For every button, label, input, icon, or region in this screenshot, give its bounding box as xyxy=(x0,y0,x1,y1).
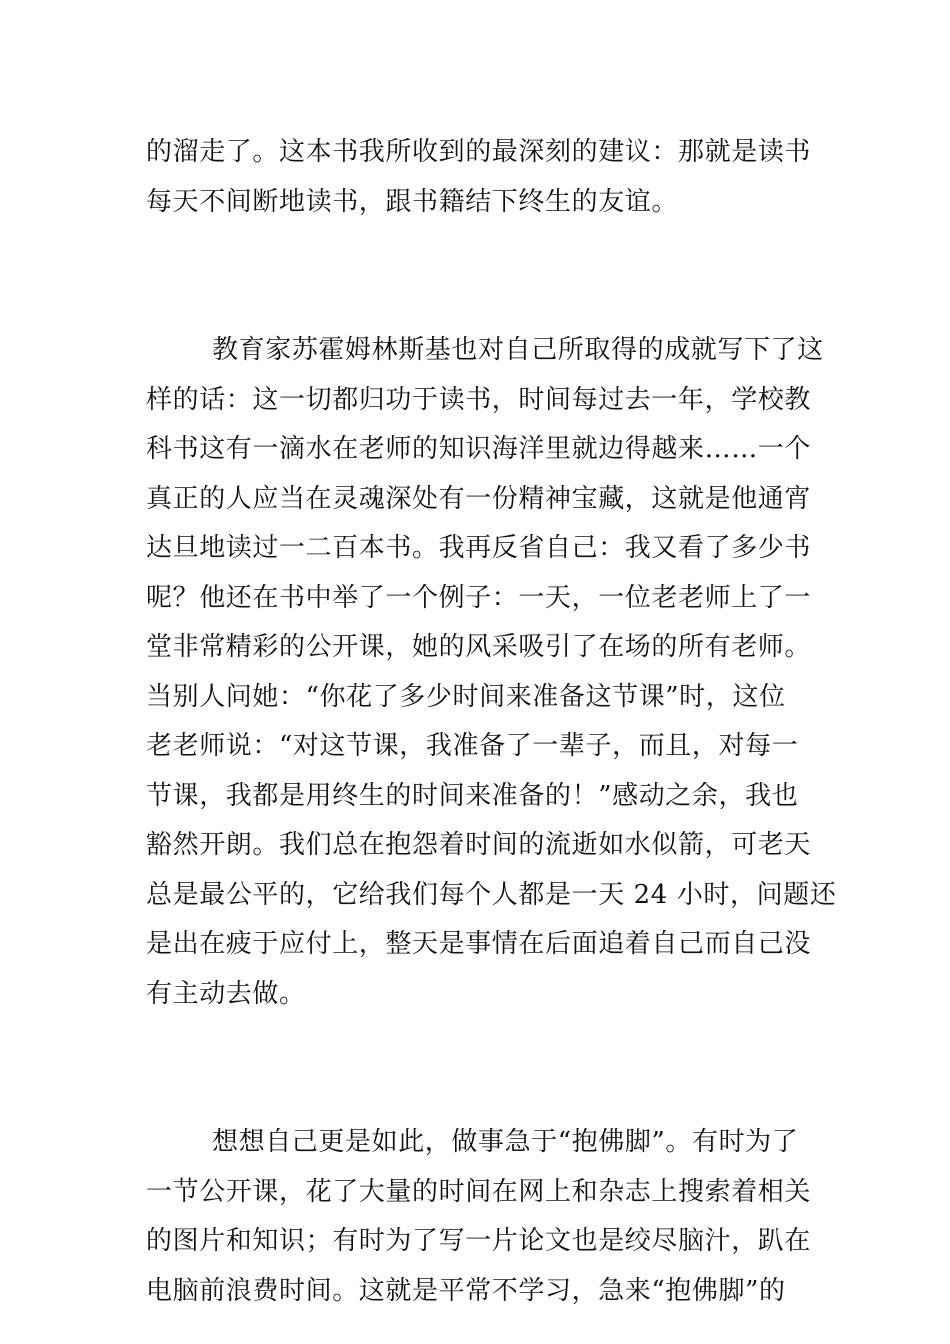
paragraph-2 xyxy=(146,326,837,1019)
document-body xyxy=(146,128,837,1316)
text-line: 科书这有一滴水在老师的知识海洋里就边得越来……一个 xyxy=(146,434,812,464)
text-line: 的图片和知识；有时为了写一片论文也是绞尽脑汁，趴在 xyxy=(146,1226,812,1256)
text-line: 呢？他还在书中举了一个例子：一天，一位老老师上了一 xyxy=(146,582,812,613)
text-line: 有主动去做。 xyxy=(146,978,306,1009)
text-line: 真正的人应当在灵魂深处有一份精神宝藏，这就是他通宵 xyxy=(146,483,812,514)
text-line: 当别人问她：“你花了多少时间来准备这节课”时，这位 xyxy=(146,681,786,712)
text-line: 总是最公平的，它给我们每个人都是一天 24 小时，问题还 xyxy=(146,879,837,910)
text-line: 节课，我都是用终生的时间来准备的！”感动之余，我也 xyxy=(146,780,799,811)
text-line: 老老师说：“对这节课，我准备了一辈子，而且，对每一 xyxy=(146,731,799,761)
text-line: 的溜走了。这本书我所收到的最深刻的建议：那就是读书 xyxy=(146,137,812,167)
text-line: 样的话：这一切都归功于读书，时间每过去一年，学校教 xyxy=(146,384,812,415)
text-line: 豁然开朗。我们总在抱怨着时间的流逝如水似箭，可老天 xyxy=(146,830,812,860)
text-line: 想想自己更是如此，做事急于“抱佛脚”。有时为了 xyxy=(212,1127,799,1157)
text-line: 堂非常精彩的公开课，她的风采吸引了在场的所有老师。 xyxy=(146,632,812,662)
paragraph-gap xyxy=(146,277,806,327)
text-line: 达旦地读过一二百本书。我再反省自己：我又看了多少书 xyxy=(146,533,812,563)
paragraph-gap xyxy=(146,1019,806,1069)
text-line: 每天不间断地读书，跟书籍结下终生的友谊。 xyxy=(146,186,679,217)
text-line: 一节公开课，花了大量的时间在网上和杂志上搜索着相关 xyxy=(146,1176,812,1207)
text-line: 电脑前浪费时间。这就是平常不学习，急来“抱佛脚”的 xyxy=(146,1275,786,1306)
text-line: 教育家苏霍姆林斯基也对自己所取得的成就写下了这 xyxy=(212,335,824,365)
text-line: 是出在疲于应付上，整天是事情在后面追着自己而自己没 xyxy=(146,929,812,959)
paragraph-gap xyxy=(146,1069,806,1119)
paragraph-1 xyxy=(146,128,812,227)
paragraph-3 xyxy=(146,1118,812,1316)
paragraph-gap xyxy=(146,227,806,277)
